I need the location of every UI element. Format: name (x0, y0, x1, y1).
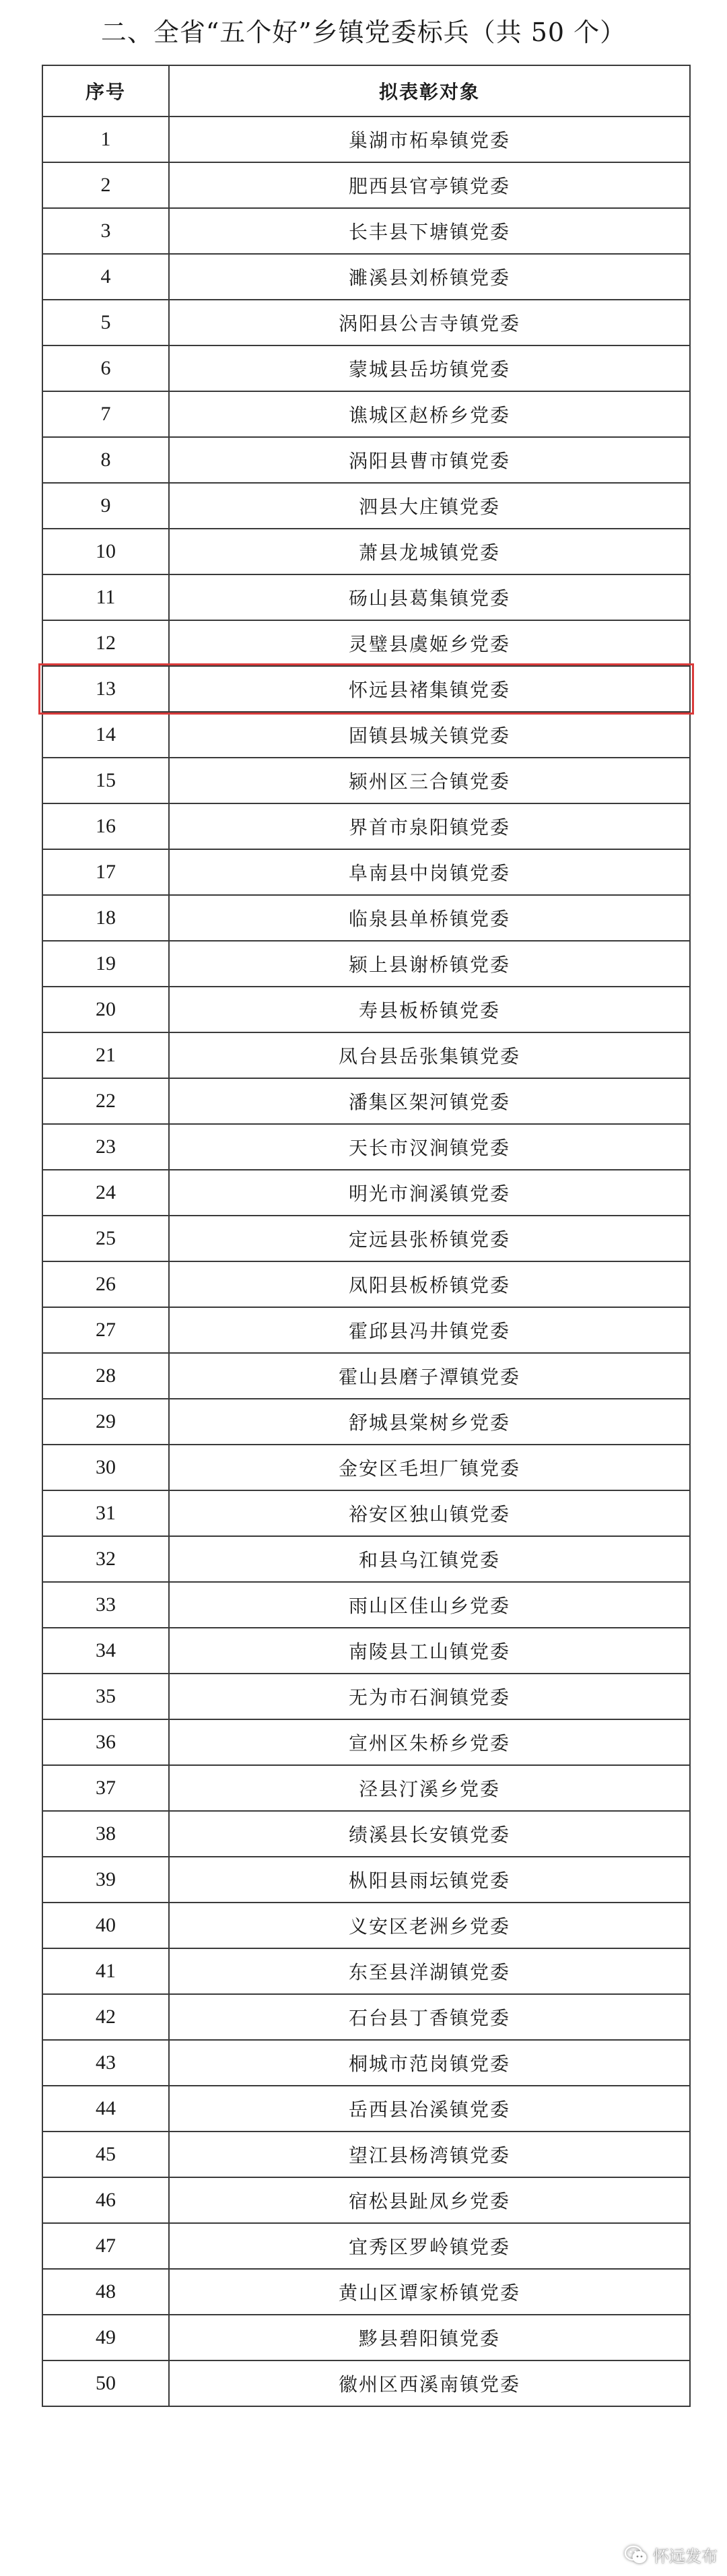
nominee-name-cell: 灵璧县虞姬乡党委 (169, 620, 690, 666)
nominee-name-cell: 濉溪县刘桥镇党委 (169, 254, 690, 300)
nominee-name-cell: 泗县大庄镇党委 (169, 483, 690, 529)
serial-number-cell: 44 (42, 2086, 169, 2132)
table-row (42, 1765, 690, 1811)
serial-number-cell: 25 (42, 1216, 169, 1261)
table-row (42, 300, 690, 345)
serial-number-cell: 35 (42, 1674, 169, 1719)
nominee-name-cell: 绩溪县长安镇党委 (169, 1811, 690, 1857)
table-row (42, 2315, 690, 2360)
serial-number-cell: 9 (42, 483, 169, 529)
table-row (42, 941, 690, 987)
serial-number-cell: 14 (42, 712, 169, 758)
header-serial-number: 序号 (42, 65, 169, 117)
nominee-name-cell: 长丰县下塘镇党委 (169, 208, 690, 254)
nominee-name-cell: 怀远县褚集镇党委 (169, 666, 690, 712)
table-row (42, 2223, 690, 2269)
watermark-text: 怀远发布 (653, 2547, 718, 2566)
nominee-name-cell: 岳西县冶溪镇党委 (169, 2086, 690, 2132)
watermark (625, 2543, 718, 2567)
table-row (42, 437, 690, 483)
nominee-name-cell: 涡阳县曹市镇党委 (169, 437, 690, 483)
serial-number-cell: 12 (42, 620, 169, 666)
table-header-row (42, 65, 690, 117)
nominee-name-cell: 临泉县单桥镇党委 (169, 895, 690, 941)
table-row (42, 620, 690, 666)
nominee-name-cell: 天长市汊涧镇党委 (169, 1124, 690, 1170)
awards-table-container (42, 65, 689, 2407)
serial-number-cell: 19 (42, 941, 169, 987)
nominee-name-cell: 颍州区三合镇党委 (169, 758, 690, 803)
serial-number-cell: 13 (42, 666, 169, 712)
table-row (42, 2086, 690, 2132)
nominee-name-cell: 和县乌江镇党委 (169, 1536, 690, 1582)
serial-number-cell: 30 (42, 1445, 169, 1490)
serial-number-cell: 33 (42, 1582, 169, 1628)
table-row (42, 1994, 690, 2040)
serial-number-cell: 3 (42, 208, 169, 254)
serial-number-cell: 36 (42, 1719, 169, 1765)
nominee-name-cell: 舒城县棠树乡党委 (169, 1399, 690, 1445)
serial-number-cell: 27 (42, 1307, 169, 1353)
table-row (42, 1674, 690, 1719)
nominee-name-cell: 霍山县磨子潭镇党委 (169, 1353, 690, 1399)
table-row (42, 345, 690, 391)
serial-number-cell: 18 (42, 895, 169, 941)
nominee-name-cell: 雨山区佳山乡党委 (169, 1582, 690, 1628)
serial-number-cell: 4 (42, 254, 169, 300)
nominee-name-cell: 金安区毛坦厂镇党委 (169, 1445, 690, 1490)
serial-number-cell: 26 (42, 1261, 169, 1307)
table-row (42, 1811, 690, 1857)
serial-number-cell: 7 (42, 391, 169, 437)
serial-number-cell: 23 (42, 1124, 169, 1170)
serial-number-cell: 16 (42, 803, 169, 849)
nominee-name-cell: 枞阳县雨坛镇党委 (169, 1857, 690, 1903)
table-row (42, 483, 690, 529)
nominee-name-cell: 蒙城县岳坊镇党委 (169, 345, 690, 391)
nominee-name-cell: 无为市石涧镇党委 (169, 1674, 690, 1719)
serial-number-cell: 31 (42, 1490, 169, 1536)
nominee-name-cell: 黟县碧阳镇党委 (169, 2315, 690, 2360)
nominee-name-cell: 桐城市范岗镇党委 (169, 2040, 690, 2086)
nominee-name-cell: 巢湖市柘皋镇党委 (169, 117, 690, 162)
table-row (42, 574, 690, 620)
serial-number-cell: 15 (42, 758, 169, 803)
table-row (42, 117, 690, 162)
serial-number-cell: 11 (42, 574, 169, 620)
serial-number-cell: 40 (42, 1903, 169, 1948)
serial-number-cell: 47 (42, 2223, 169, 2269)
nominee-name-cell: 裕安区独山镇党委 (169, 1490, 690, 1536)
table-row (42, 1948, 690, 1994)
table-row (42, 1261, 690, 1307)
table-body (42, 117, 690, 2406)
table-row (42, 2040, 690, 2086)
nominee-name-cell: 黄山区谭家桥镇党委 (169, 2269, 690, 2315)
nominee-name-cell: 石台县丁香镇党委 (169, 1994, 690, 2040)
nominee-name-cell: 涡阳县公吉寺镇党委 (169, 300, 690, 345)
table-row (42, 849, 690, 895)
table-row (42, 1719, 690, 1765)
table-row (42, 2177, 690, 2223)
table-row (42, 1903, 690, 1948)
awards-table (42, 65, 691, 2407)
table-row (42, 2360, 690, 2406)
table-row (42, 1399, 690, 1445)
nominee-name-cell: 霍邱县冯井镇党委 (169, 1307, 690, 1353)
nominee-name-cell: 宜秀区罗岭镇党委 (169, 2223, 690, 2269)
nominee-name-cell: 义安区老洲乡党委 (169, 1903, 690, 1948)
table-row (42, 1490, 690, 1536)
table-row (42, 208, 690, 254)
table-row (42, 391, 690, 437)
nominee-name-cell: 砀山县葛集镇党委 (169, 574, 690, 620)
nominee-name-cell: 阜南县中岗镇党委 (169, 849, 690, 895)
serial-number-cell: 1 (42, 117, 169, 162)
serial-number-cell: 46 (42, 2177, 169, 2223)
table-row (42, 1078, 690, 1124)
serial-number-cell: 48 (42, 2269, 169, 2315)
table-row (42, 1445, 690, 1490)
nominee-name-cell: 东至县洋湖镇党委 (169, 1948, 690, 1994)
nominee-name-cell: 固镇县城关镇党委 (169, 712, 690, 758)
serial-number-cell: 42 (42, 1994, 169, 2040)
serial-number-cell: 24 (42, 1170, 169, 1216)
nominee-name-cell: 颍上县谢桥镇党委 (169, 941, 690, 987)
table-row (42, 2132, 690, 2177)
nominee-name-cell: 谯城区赵桥乡党委 (169, 391, 690, 437)
nominee-name-cell: 泾县汀溪乡党委 (169, 1765, 690, 1811)
serial-number-cell: 28 (42, 1353, 169, 1399)
table-row (42, 1353, 690, 1399)
nominee-name-cell: 寿县板桥镇党委 (169, 987, 690, 1032)
serial-number-cell: 20 (42, 987, 169, 1032)
table-row (42, 1170, 690, 1216)
table-row (42, 1124, 690, 1170)
table-row (42, 1857, 690, 1903)
nominee-name-cell: 望江县杨湾镇党委 (169, 2132, 690, 2177)
serial-number-cell: 43 (42, 2040, 169, 2086)
table-row (42, 254, 690, 300)
serial-number-cell: 5 (42, 300, 169, 345)
table-row (42, 2269, 690, 2315)
serial-number-cell: 34 (42, 1628, 169, 1674)
table-row (42, 987, 690, 1032)
nominee-name-cell: 宣州区朱桥乡党委 (169, 1719, 690, 1765)
serial-number-cell: 41 (42, 1948, 169, 1994)
nominee-name-cell: 萧县龙城镇党委 (169, 529, 690, 574)
table-row (42, 162, 690, 208)
serial-number-cell: 45 (42, 2132, 169, 2177)
serial-number-cell: 50 (42, 2360, 169, 2406)
table-row (42, 1536, 690, 1582)
table-row (42, 895, 690, 941)
nominee-name-cell: 定远县张桥镇党委 (169, 1216, 690, 1261)
serial-number-cell: 17 (42, 849, 169, 895)
serial-number-cell: 37 (42, 1765, 169, 1811)
serial-number-cell: 6 (42, 345, 169, 391)
table-row (42, 712, 690, 758)
serial-number-cell: 49 (42, 2315, 169, 2360)
table-row (42, 803, 690, 849)
serial-number-cell: 39 (42, 1857, 169, 1903)
nominee-name-cell: 凤台县岳张集镇党委 (169, 1032, 690, 1078)
nominee-name-cell: 潘集区架河镇党委 (169, 1078, 690, 1124)
nominee-name-cell: 南陵县工山镇党委 (169, 1628, 690, 1674)
table-row (42, 666, 690, 712)
header-nominee: 拟表彰对象 (169, 65, 690, 117)
serial-number-cell: 8 (42, 437, 169, 483)
table-row (42, 1307, 690, 1353)
serial-number-cell: 10 (42, 529, 169, 574)
serial-number-cell: 38 (42, 1811, 169, 1857)
table-row (42, 529, 690, 574)
nominee-name-cell: 徽州区西溪南镇党委 (169, 2360, 690, 2406)
table-row (42, 1628, 690, 1674)
nominee-name-cell: 宿松县趾凤乡党委 (169, 2177, 690, 2223)
wechat-icon (625, 2545, 648, 2565)
serial-number-cell: 2 (42, 162, 169, 208)
table-row (42, 1032, 690, 1078)
nominee-name-cell: 界首市泉阳镇党委 (169, 803, 690, 849)
nominee-name-cell: 明光市涧溪镇党委 (169, 1170, 690, 1216)
table-row (42, 758, 690, 803)
serial-number-cell: 22 (42, 1078, 169, 1124)
serial-number-cell: 21 (42, 1032, 169, 1078)
document-title: 二、全省“五个好”乡镇党委标兵（共 50 个） (100, 18, 627, 47)
nominee-name-cell: 凤阳县板桥镇党委 (169, 1261, 690, 1307)
serial-number-cell: 32 (42, 1536, 169, 1582)
table-row (42, 1216, 690, 1261)
table-row (42, 1582, 690, 1628)
nominee-name-cell: 肥西县官亭镇党委 (169, 162, 690, 208)
serial-number-cell: 29 (42, 1399, 169, 1445)
